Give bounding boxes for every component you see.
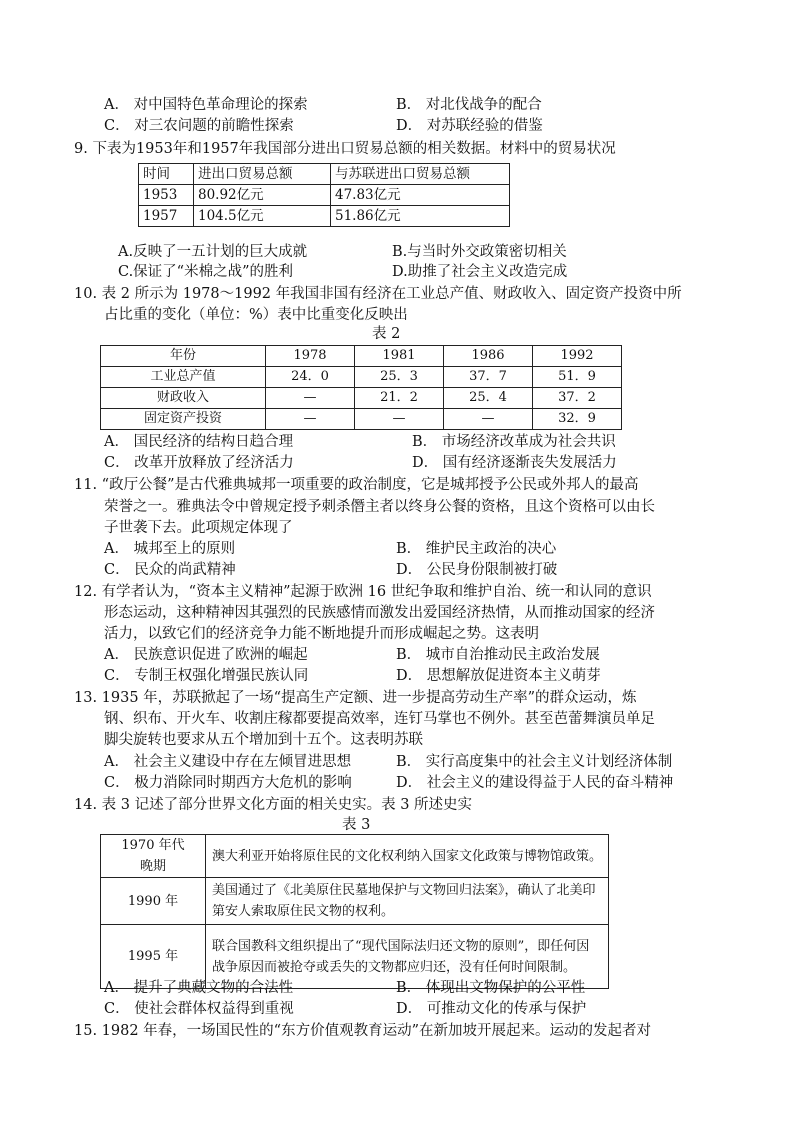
q12-option-a: A． 民族意识促进了欧洲的崛起 [104, 647, 308, 663]
table-cell: — [355, 409, 444, 430]
q10-header-1986: 1986 [444, 346, 533, 367]
table-cell: 财政收入 [101, 388, 266, 409]
table-cell: 51.86亿元 [331, 206, 510, 227]
table-cell [101, 835, 206, 878]
q9-header-ussr: 与苏联进出口贸易总额 [331, 164, 510, 185]
q14-table [100, 834, 609, 989]
q13-option-c: C． 极力消除同时期西方大危机的影响 [104, 775, 352, 791]
q13-stem-line1: 13. 1935 年，苏联掀起了一场“提高生产定额、进一步提高劳动生产率”的群众运动，炼 [74, 690, 637, 706]
table-cell: 澳大利亚开始将原住民的文化权利纳入国家文化政策与博物馆政策。 [206, 835, 609, 878]
table-cell: 25．3 [355, 367, 444, 388]
q14-row2-year: 1990 年 [101, 878, 206, 925]
q11-stem-line1: 11. “政厅公餐”是古代雅典城邦一项重要的政治制度，它是城邦授予公民或外邦人的最高 [74, 477, 639, 493]
q8-option-a: A． 对中国特色革命理论的探索 [104, 97, 308, 113]
q13-option-a: A． 社会主义建设中存在左倾冒进思想 [104, 754, 352, 770]
table-cell: 80.92亿元 [194, 185, 331, 206]
q10-stem-line2: 占比重的变化（单位：%）表中比重变化反映出 [104, 307, 408, 323]
q14-option-b: B． 体现出文物保护的公平性 [396, 980, 586, 996]
q12-stem-line3: 活力，以致它们的经济竞争力能不断地提升而形成崛起之势。这表明 [104, 626, 539, 642]
q10-header-1978: 1978 [266, 346, 355, 367]
q11-option-d: D． 公民身份限制被打破 [396, 562, 558, 578]
q11-stem-line2: 荣誉之一。雅典法令中曾规定授予刺杀僭主者以终身公餐的资格，且这个资格可以由长 [104, 499, 655, 515]
q13-stem-line3: 脚尖旋转也要求从五个增加到十五个。这表明苏联 [104, 732, 423, 748]
table-cell: 24．0 [266, 367, 355, 388]
q14-option-c: C． 使社会群体权益得到重视 [104, 1001, 294, 1017]
table-cell: 工业总产值 [101, 367, 266, 388]
table-cell: 32．9 [533, 409, 622, 430]
q10-header-1992: 1992 [533, 346, 622, 367]
table-cell: 25．4 [444, 388, 533, 409]
q12-option-b: B． 城市自治推动民主政治发展 [396, 647, 600, 663]
q12-stem-line1: 12. 有学者认为，“资本主义精神”起源于欧洲 16 世纪争取和维护自治、统一和认同的意识 [74, 584, 652, 600]
table-cell: 104.5亿元 [194, 206, 331, 227]
q12-stem-line2: 形态运动，这种精神因其强烈的民族感情而激发出爱国经济热情，从而推动国家的经济 [104, 605, 655, 621]
q14-row3-year: 1995 年 [101, 925, 206, 989]
q10-option-a: A． 国民经济的结构日趋合理 [104, 434, 294, 450]
q15-stem-line1: 15. 1982 年春，一场国民性的“东方价值观教育运动”在新加坡开展起来。运动的发起者对 [74, 1023, 652, 1039]
table-cell: — [266, 388, 355, 409]
q14-row1-year: 1970 年代 [121, 838, 185, 853]
table-cell: 联合国教科文组织提出了“现代国际法归还文物的原则”，即任何因战争原因而被抢夺或丢失的文物都应归还，没有任何时间限制。 [206, 925, 609, 989]
q14-option-d: D． 可推动文化的传承与保护 [396, 1001, 587, 1017]
q10-table [100, 345, 622, 430]
q13-option-b: B． 实行高度集中的社会主义计划经济体制 [396, 754, 673, 770]
q10-stem-line1: 10. 表 2 所示为 1978～1992 年我国非国有经济在工业总产值、财政收入、固定资产投资中所 [74, 286, 682, 302]
table-cell: 37．2 [533, 388, 622, 409]
q9-header-time: 时间 [139, 164, 194, 185]
q13-stem-line2: 钢、织布、开火车、收割庄稼都要提高效率，连钉马掌也不例外。甚至芭蕾舞演员单足 [104, 711, 655, 727]
q11-option-a: A． 城邦至上的原则 [104, 541, 236, 557]
q14-row1-year-cont: 晚期 [139, 859, 166, 874]
q8-option-d: D． 对苏联经验的借鉴 [396, 118, 543, 134]
table-cell: 47.83亿元 [331, 185, 510, 206]
q8-option-b: B． 对北伐战争的配合 [396, 97, 542, 113]
q10-header-year: 年份 [101, 346, 266, 367]
q11-option-c: C． 民众的尚武精神 [104, 562, 236, 578]
table-cell: 1953 [139, 185, 194, 206]
q10-option-c: C． 改革开放释放了经济活力 [104, 455, 294, 471]
q10-header-1981: 1981 [355, 346, 444, 367]
table-cell: 21．2 [355, 388, 444, 409]
q13-option-d: D． 社会主义的建设得益于人民的奋斗精神 [396, 775, 674, 791]
table-cell: 51．9 [533, 367, 622, 388]
q10-table-caption: 表 2 [372, 326, 401, 342]
q9-option-d: D.助推了社会主义改造完成 [392, 264, 568, 280]
q9-option-b: B.与当时外交政策密切相关 [392, 244, 567, 260]
q11-option-b: B． 维护民主政治的决心 [396, 541, 557, 557]
q9-option-a: A.反映了一五计划的巨大成就 [118, 244, 308, 260]
q14-table-caption: 表 3 [342, 817, 371, 833]
table-cell: — [444, 409, 533, 430]
table-cell: 美国通过了《北美原住民墓地保护与文物回归法案》，确认了北美印第安人索取原住民文物的权利。 [206, 878, 609, 925]
q9-stem: 9. 下表为1953年和1957年我国部分进出口贸易总额的相关数据。材料中的贸易状况 [74, 141, 616, 157]
q11-stem-line3: 子世袭下去。此项规定体现了 [104, 520, 293, 536]
table-cell: 固定资产投资 [101, 409, 266, 430]
q14-stem: 14. 表 3 记述了部分世界文化方面的相关史实。表 3 所述史实 [74, 797, 473, 813]
q14-option-a: A． 提升了典藏文物的合法性 [104, 980, 294, 996]
q10-option-d: D． 国有经济逐渐丧失发展活力 [412, 455, 617, 471]
table-cell: 37．7 [444, 367, 533, 388]
table-cell: — [266, 409, 355, 430]
table-cell: 1957 [139, 206, 194, 227]
q9-option-c: C.保证了“米棉之战”的胜利 [118, 264, 294, 280]
q9-table [138, 163, 510, 227]
q10-option-b: B． 市场经济改革成为社会共识 [412, 434, 616, 450]
q12-option-d: D． 思想解放促进资本主义萌芽 [396, 668, 601, 684]
q8-option-c: C． 对三农问题的前瞻性探索 [104, 118, 294, 134]
q12-option-c: C． 专制王权强化增强民族认同 [104, 668, 309, 684]
q9-header-total: 进出口贸易总额 [194, 164, 331, 185]
